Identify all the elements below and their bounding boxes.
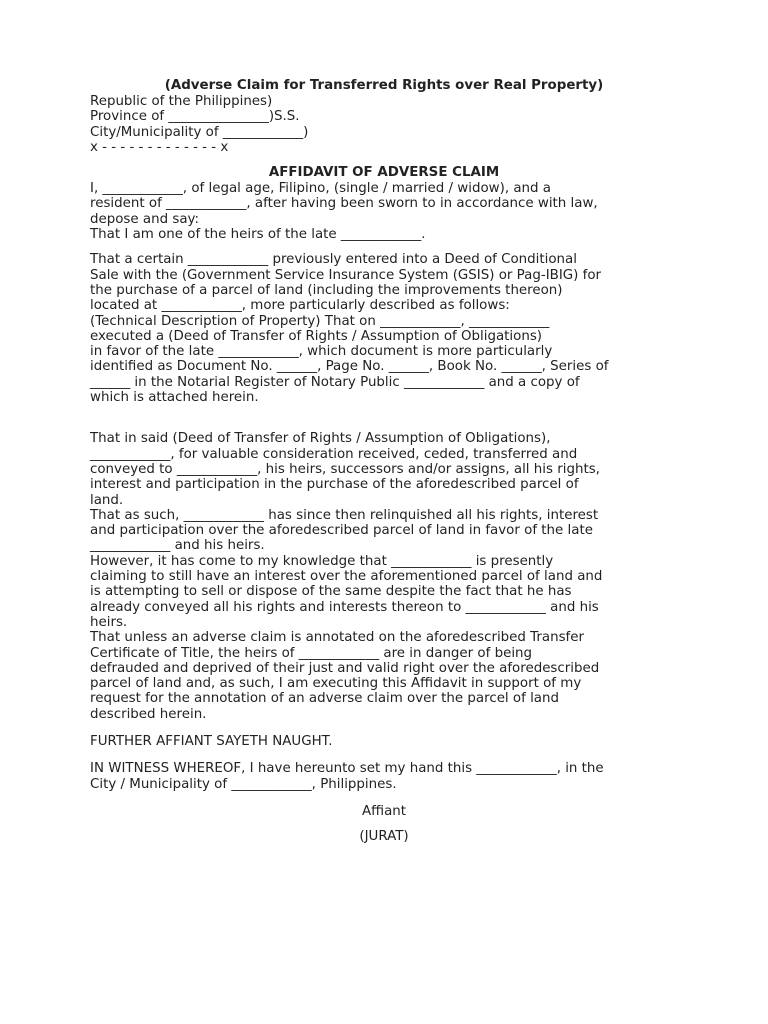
text-line: located at ____________, more particularly described as follows: (90, 298, 510, 314)
closing-statement: FURTHER AFFIANT SAYETH NAUGHT. (90, 733, 333, 749)
text-line: Certificate of Title, the heirs of ____________ are in danger of being (90, 645, 533, 661)
text-line: which is attached herein. (90, 390, 259, 406)
text-line: conveyed to ____________, his heirs, successors and/or assigns, all his rights, (90, 461, 600, 477)
transfer-paragraph (90, 431, 690, 722)
text-line: request for the annotation of an adverse claim over the parcel of land (90, 691, 559, 707)
affiant-label: Affiant (361, 803, 407, 819)
deed-paragraph (90, 252, 690, 405)
text-line: heirs. (90, 614, 128, 630)
caption-divider: x - - - - - - - - - - - - - x (90, 139, 229, 155)
text-line: ____________, for valuable consideration received, ceded, transferred and (90, 446, 578, 462)
text-line: resident of ____________, after having been sworn to in accordance with law, (90, 196, 598, 212)
witness-paragraph (90, 761, 690, 792)
document-title: (Adverse Claim for Transferred Rights over Real Property) (164, 78, 604, 93)
caption-line: City/Municipality of ____________) (90, 124, 309, 140)
text-line: described herein. (90, 706, 207, 722)
text-line: and participation over the aforedescribed parcel of land in favor of the late (90, 523, 593, 539)
text-line: (Technical Description of Property) That on ____________, ____________ (90, 313, 550, 329)
text-line: is attempting to sell or dispose of the same despite the fact that he has (90, 584, 572, 600)
text-line: claiming to still have an interest over the aforementioned parcel of land and (90, 569, 603, 585)
text-line: ______ in the Notarial Register of Notary Public ____________ and a copy of (90, 374, 580, 390)
caption-block (90, 94, 690, 155)
text-line: interest and participation in the purchase of the aforedescribed parcel of (90, 477, 579, 493)
affidavit-heading: AFFIDAVIT OF ADVERSE CLAIM (268, 165, 500, 181)
text-line: That I am one of the heirs of the late ____________. (90, 227, 426, 243)
text-line: City / Municipality of ____________, Philippines. (90, 776, 397, 792)
jurat-label: (JURAT) (359, 829, 409, 845)
caption-line: Republic of the Philippines) (90, 94, 273, 109)
text-line: defrauded and deprived of their just and valid right over the aforedescribed (90, 660, 600, 676)
text-line: the purchase of a parcel of land (including the improvements thereon) (90, 282, 563, 298)
text-line: I, ____________, of legal age, Filipino, (single / married / widow), and a (90, 181, 551, 197)
text-line: Sale with the (Government Service Insurance System (GSIS) or Pag-IBIG) for (90, 267, 602, 283)
document-page (90, 77, 690, 844)
text-line: in favor of the late ____________, which document is more particularly (90, 344, 553, 360)
text-line: That a certain ____________ previously entered into a Deed of Conditional (90, 252, 577, 268)
text-line: That unless an adverse claim is annotated on the aforedescribed Transfer (90, 630, 585, 646)
text-line: depose and say: (90, 211, 199, 227)
text-line: executed a (Deed of Transfer of Rights / Assumption of Obligations) (90, 328, 543, 344)
caption-line: Province of _______________)S.S. (90, 109, 300, 125)
text-line: parcel of land and, as such, I am executing this Affidavit in support of my (90, 676, 582, 692)
text-line: already conveyed all his rights and interests thereon to ____________ and his (90, 599, 599, 615)
text-line: land. (90, 492, 124, 508)
text-line: However, it has come to my knowledge that ____________ is presently (90, 553, 554, 569)
text-line: That in said (Deed of Transfer of Rights / Assumption of Obligations), (90, 431, 551, 447)
intro-paragraph (90, 181, 690, 242)
text-line: ____________ and his heirs. (90, 538, 265, 554)
text-line: IN WITNESS WHEREOF, I have hereunto set my hand this ____________, in the (90, 761, 604, 777)
text-line: That as such, ____________ has since then relinquished all his rights, interest (90, 507, 599, 523)
text-line: identified as Document No. ______, Page No. ______, Book No. ______, Series of (90, 359, 609, 375)
